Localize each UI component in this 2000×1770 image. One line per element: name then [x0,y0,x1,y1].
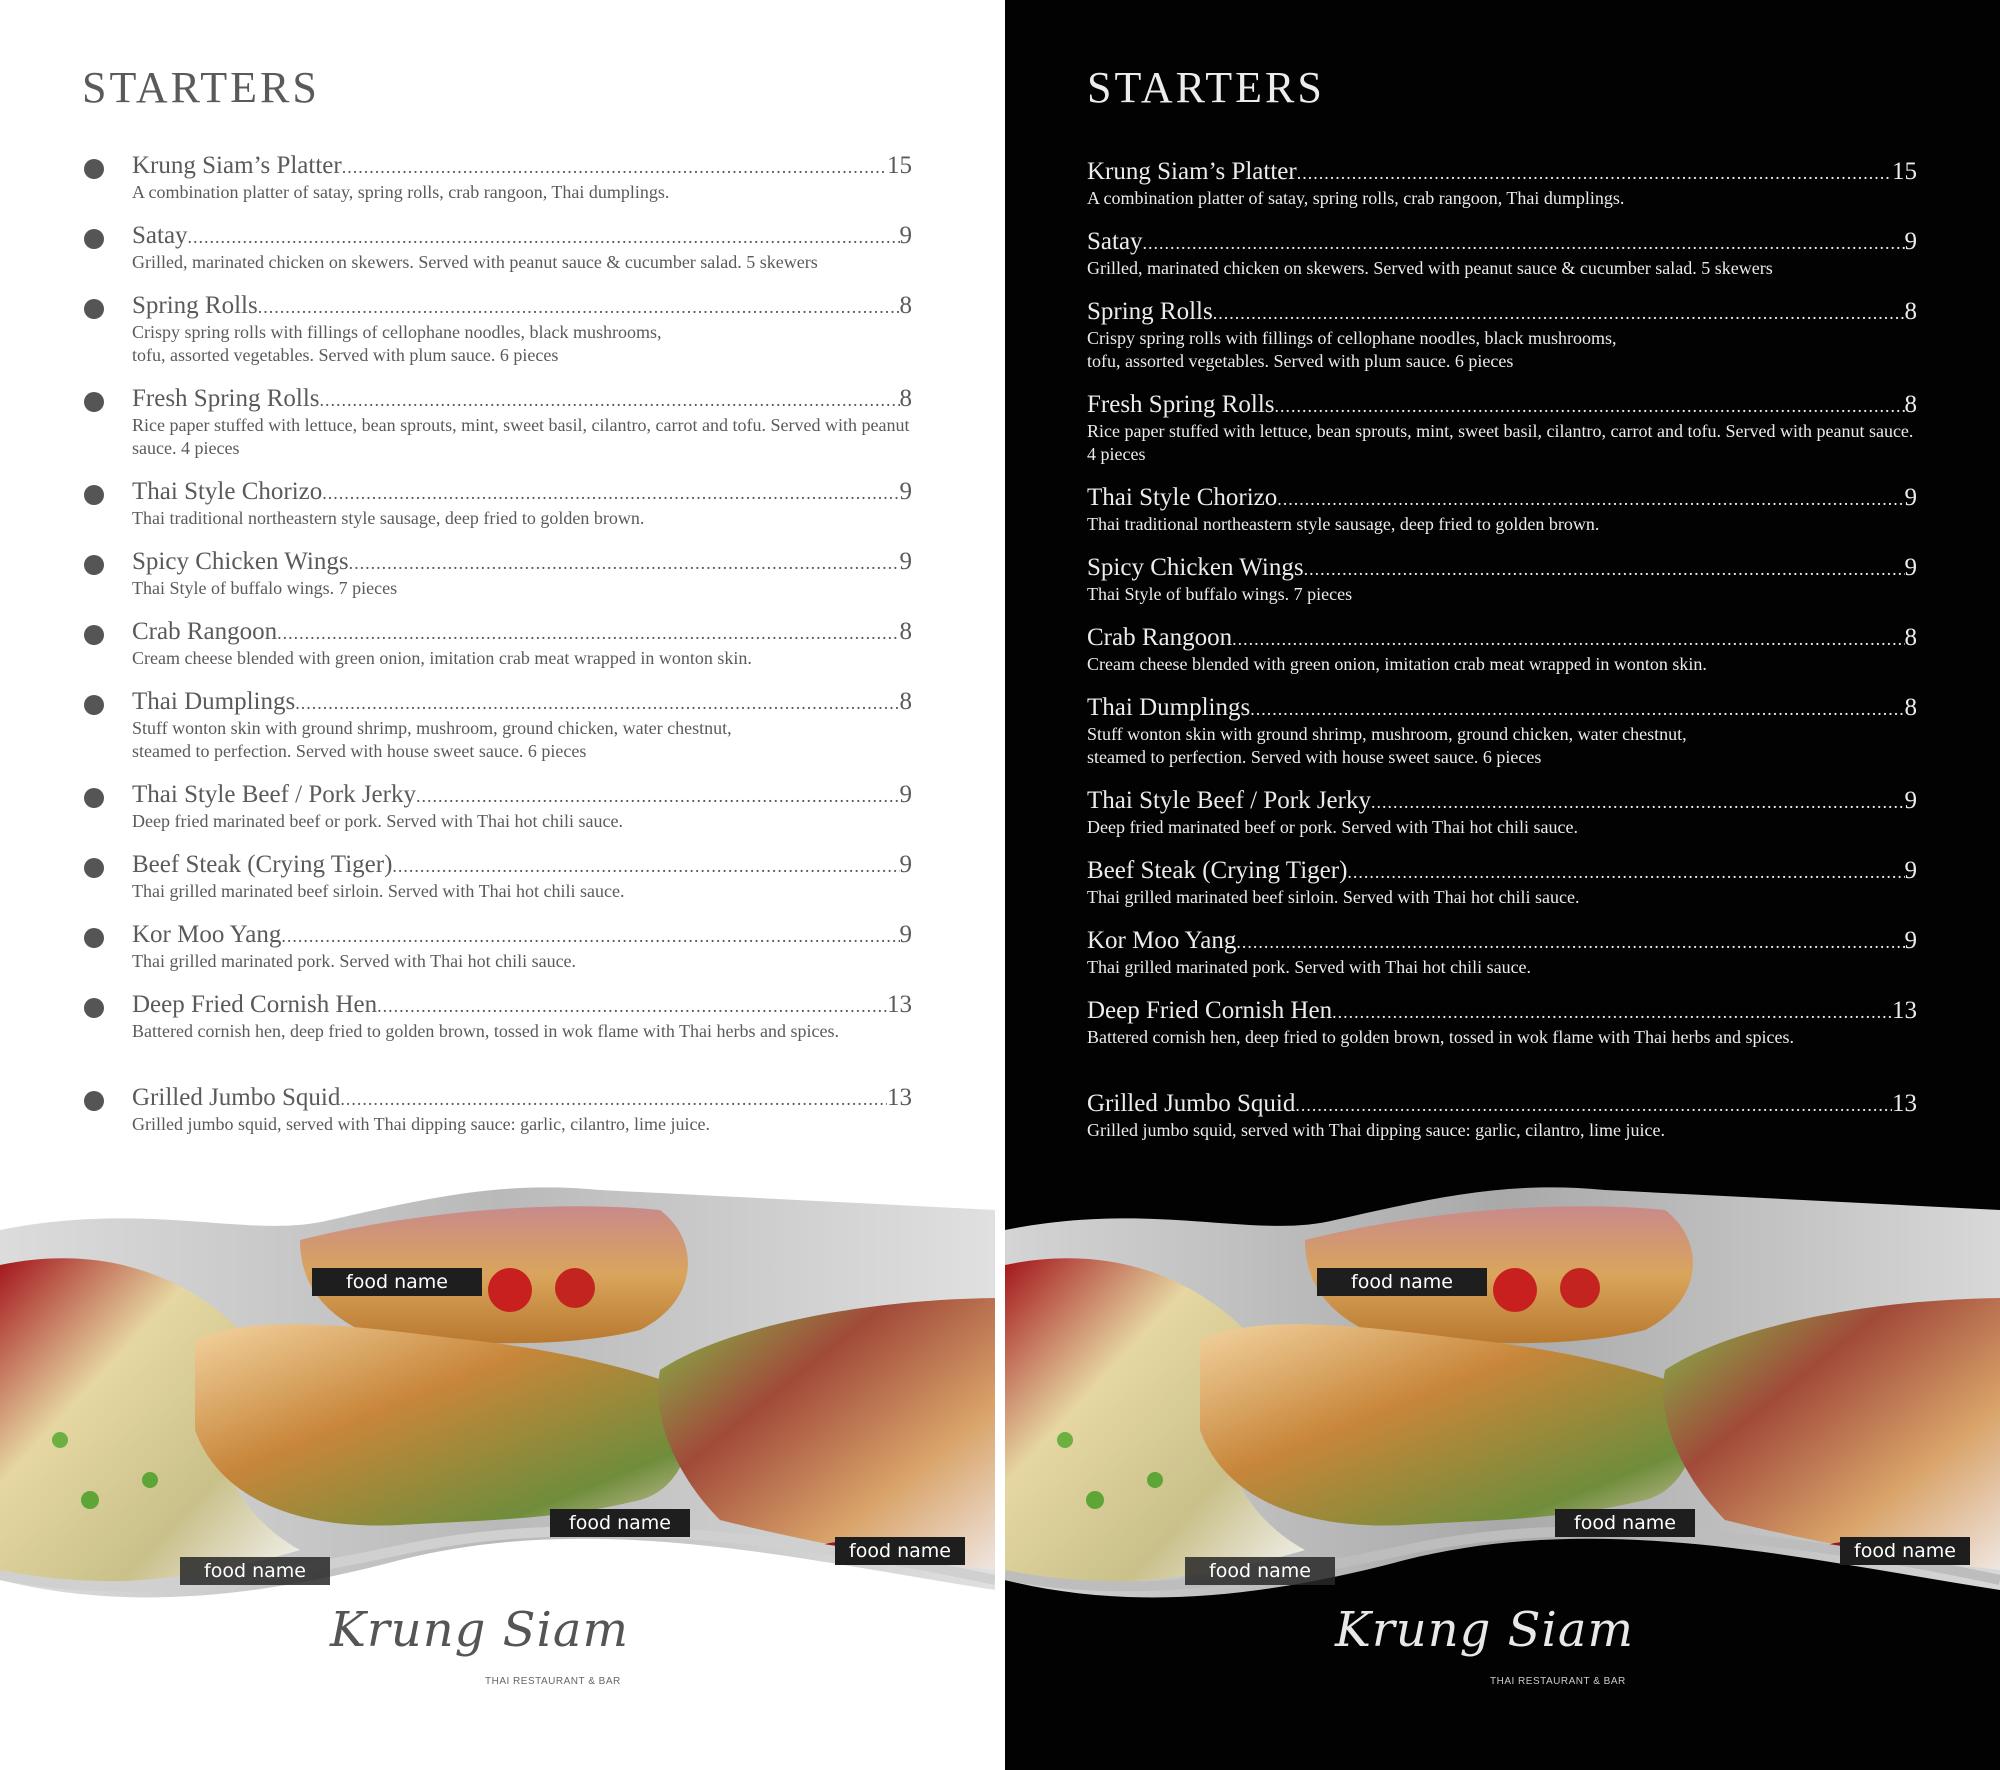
brand-name: Krung Siam [1335,1602,1634,1658]
menu-item [132,851,912,921]
menu-item [132,385,912,478]
dot-leader [258,293,900,321]
item-description: Grilled, marinated chicken on skewers. Served with peanut sauce & cucumber salad. 5 skewers [132,252,818,272]
dot-leader [1213,299,1905,327]
dot-leader [1304,555,1905,583]
food-label: food name [835,1537,965,1565]
dot-leader [340,1085,887,1113]
item-description: Stuff wonton skin with ground shrimp, mushroom, ground chicken, water chestnut, steamed to perfection. Served with house sweet sauce. 6 pieces [1087,724,1687,767]
dot-leader [277,619,899,647]
item-description: Battered cornish hen, deep fried to golden brown, tossed in wok flame with Thai herbs and spices. [132,1021,839,1041]
item-price: 13 [1892,1090,1917,1117]
bullet-icon [84,392,104,412]
item-price: 9 [899,222,912,249]
menu-item [132,618,912,688]
item-name: Kor Moo Yang [1087,927,1237,954]
bullet-icon [84,928,104,948]
item-price: 9 [899,548,912,575]
brand-logo [1325,1590,1645,1710]
item-price: 9 [1904,228,1917,255]
item-price: 8 [899,292,912,319]
menu-item [132,991,912,1084]
item-price: 13 [887,991,912,1018]
bullet-icon [84,1091,104,1111]
menu-item [132,781,912,851]
menu-item [1087,624,1917,694]
item-description: Rice paper stuffed with lettuce, bean sprouts, mint, sweet basil, cilantro, carrot and tofu. Served with peanut sauce. 4 pieces [1087,421,1914,464]
menu-item [132,222,912,292]
item-description: Thai Style of buffalo wings. 7 pieces [132,578,398,598]
item-description: Grilled jumbo squid, served with Thai dipping sauce: garlic, cilantro, lime juice. [1087,1120,1666,1140]
item-description: Crispy spring rolls with fillings of cellophane noodles, black mushrooms, tofu, assorted vegetables. Served with plum sauce. 6 pieces [1087,328,1617,371]
dot-leader [416,782,900,810]
item-name: Spicy Chicken Wings [1087,554,1304,581]
food-label: food name [550,1509,690,1537]
dot-leader [1347,858,1904,886]
item-price: 8 [899,618,912,645]
item-price: 13 [887,1084,912,1111]
dot-leader [1236,928,1904,956]
item-name: Crab Rangoon [1087,624,1233,651]
item-name: Krung Siam’s Platter [132,152,342,179]
item-name: Thai Style Chorizo [1087,484,1278,511]
brand-tagline: THAI RESTAURANT & BAR [1490,1676,1626,1687]
dot-leader [1143,229,1905,257]
dot-leader [392,852,899,880]
item-description: A combination platter of satay, spring rolls, crab rangoon, Thai dumplings. [132,182,670,202]
dot-leader [295,689,899,717]
photo-collage [0,1180,995,1770]
dot-leader [281,922,899,950]
item-price: 9 [1904,787,1917,814]
item-price: 9 [899,781,912,808]
item-name: Crab Rangoon [132,618,278,645]
item-price: 9 [899,921,912,948]
dot-leader [1297,159,1892,187]
brand-tagline: THAI RESTAURANT & BAR [485,1676,621,1687]
menu-item [132,292,912,385]
menu-item [132,1084,912,1154]
dot-leader [1232,625,1904,653]
bullet-icon [84,485,104,505]
item-price: 8 [1904,694,1917,721]
item-description: Thai Style of buffalo wings. 7 pieces [1087,584,1353,604]
menu-item [1087,997,1917,1090]
menu-item [132,478,912,548]
item-name: Grilled Jumbo Squid [1087,1090,1296,1117]
dot-leader [1371,788,1905,816]
bullet-icon [84,998,104,1018]
item-name: Thai Style Beef / Pork Jerky [1087,787,1371,814]
item-description: Cream cheese blended with green onion, imitation crab meat wrapped in wonton skin. [132,648,752,668]
item-name: Thai Style Chorizo [132,478,323,505]
item-price: 9 [899,851,912,878]
menu-item [1087,927,1917,997]
photo-collage [1005,1180,2000,1770]
food-label: food name [312,1268,482,1296]
item-price: 15 [887,152,912,179]
menu-items [132,152,912,1154]
menu-item [132,688,912,781]
bullet-icon [84,299,104,319]
item-price: 9 [899,478,912,505]
item-price: 8 [1904,624,1917,651]
menu-item [132,548,912,618]
item-price: 9 [1904,927,1917,954]
item-name: Fresh Spring Rolls [132,385,320,412]
menu-item [1087,857,1917,927]
menu-item [1087,484,1917,554]
item-price: 15 [1892,158,1917,185]
item-description: Deep fried marinated beef or pork. Served with Thai hot chili sauce. [132,811,623,831]
dot-leader [377,992,887,1020]
item-description: Cream cheese blended with green onion, imitation crab meat wrapped in wonton skin. [1087,654,1707,674]
dot-leader [322,479,899,507]
item-price: 9 [1904,484,1917,511]
menu-item [1087,694,1917,787]
menu-item [1087,158,1917,228]
bullet-icon [84,229,104,249]
item-description: Thai grilled marinated pork. Served with Thai hot chili sauce. [132,951,577,971]
item-description: Thai grilled marinated beef sirloin. Served with Thai hot chili sauce. [1087,887,1580,907]
menu-title: STARTERS [1087,63,1325,112]
item-name: Spring Rolls [132,292,258,319]
menu-item [1087,298,1917,391]
menu-item [132,152,912,222]
food-label: food name [1840,1537,1970,1565]
dot-leader [342,153,887,181]
item-price: 8 [899,385,912,412]
item-description: Thai grilled marinated pork. Served with Thai hot chili sauce. [1087,957,1532,977]
item-description: Grilled, marinated chicken on skewers. Served with peanut sauce & cucumber salad. 5 skewers [1087,258,1773,278]
dot-leader [349,549,900,577]
item-name: Kor Moo Yang [132,921,282,948]
item-description: Thai traditional northeastern style sausage, deep fried to golden brown. [1087,514,1600,534]
food-label: food name [1555,1509,1695,1537]
dot-leader [1277,485,1904,513]
menu-item [1087,554,1917,624]
menu-items [1087,158,1917,1160]
item-name: Deep Fried Cornish Hen [132,991,378,1018]
bullet-icon [84,555,104,575]
item-description: Stuff wonton skin with ground shrimp, mushroom, ground chicken, water chestnut, steamed to perfection. Served with house sweet sauce. 6 pieces [132,718,732,761]
item-name: Beef Steak (Crying Tiger) [132,851,393,878]
item-description: A combination platter of satay, spring rolls, crab rangoon, Thai dumplings. [1087,188,1625,208]
item-price: 8 [1904,298,1917,325]
brand-name: Krung Siam [330,1602,629,1658]
item-description: Deep fried marinated beef or pork. Served with Thai hot chili sauce. [1087,817,1578,837]
item-name: Deep Fried Cornish Hen [1087,997,1333,1024]
dot-leader [188,223,900,251]
menu-page-light [0,0,995,1770]
item-name: Beef Steak (Crying Tiger) [1087,857,1348,884]
menu-title: STARTERS [82,63,320,112]
dot-leader [1295,1091,1892,1119]
brand-logo [320,1590,640,1710]
item-name: Krung Siam’s Platter [1087,158,1297,185]
item-description: Thai grilled marinated beef sirloin. Served with Thai hot chili sauce. [132,881,625,901]
item-name: Thai Dumplings [132,688,296,715]
menu-item [1087,1090,1917,1160]
food-label: food name [1317,1268,1487,1296]
dot-leader [1275,392,1905,420]
item-price: 9 [1904,857,1917,884]
bullet-icon [84,788,104,808]
menu-item [132,921,912,991]
bullet-icon [84,695,104,715]
item-name: Thai Style Beef / Pork Jerky [132,781,416,808]
bullet-icon [84,159,104,179]
item-description: Battered cornish hen, deep fried to golden brown, tossed in wok flame with Thai herbs and spices. [1087,1027,1794,1047]
item-name: Spring Rolls [1087,298,1213,325]
item-name: Grilled Jumbo Squid [132,1084,341,1111]
item-price: 8 [899,688,912,715]
item-description: Grilled jumbo squid, served with Thai dipping sauce: garlic, cilantro, lime juice. [132,1114,711,1134]
menu-item [1087,228,1917,298]
dot-leader [320,386,900,414]
item-name: Spicy Chicken Wings [132,548,349,575]
menu-page-dark [1005,0,2000,1770]
item-price: 13 [1892,997,1917,1024]
item-description: Rice paper stuffed with lettuce, bean sprouts, mint, sweet basil, cilantro, carrot and tofu. Served with peanut sauce. 4 pieces [132,415,910,458]
item-price: 9 [1904,554,1917,581]
bullet-icon [84,625,104,645]
item-description: Thai traditional northeastern style sausage, deep fried to golden brown. [132,508,645,528]
item-name: Satay [132,222,188,249]
item-price: 8 [1904,391,1917,418]
item-name: Fresh Spring Rolls [1087,391,1275,418]
food-label: food name [1185,1557,1335,1585]
item-name: Satay [1087,228,1143,255]
dot-leader [1332,998,1892,1026]
food-label: food name [180,1557,330,1585]
menu-item [1087,787,1917,857]
item-name: Thai Dumplings [1087,694,1251,721]
bullet-icon [84,858,104,878]
menu-item [1087,391,1917,484]
item-description: Crispy spring rolls with fillings of cellophane noodles, black mushrooms, tofu, assorted vegetables. Served with plum sauce. 6 pieces [132,322,662,365]
dot-leader [1250,695,1904,723]
